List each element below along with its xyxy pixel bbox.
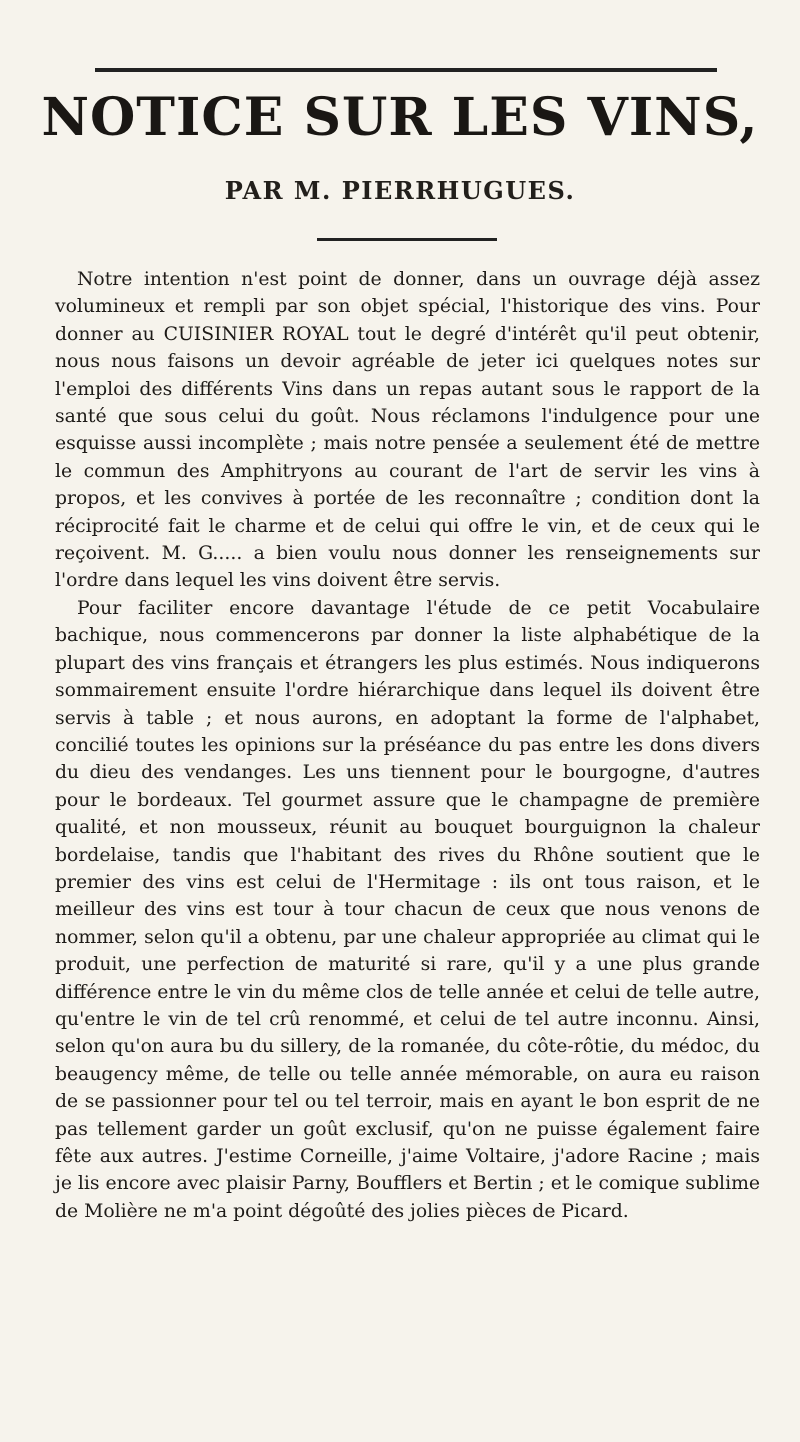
title-divider — [317, 238, 497, 241]
paragraph: Pour faciliter encore davantage l'étude de ce petit Vocabulaire bachique, nous commencerons par donner la liste alphabétique de la plupart des vins français et étrangers les plus estimés. Nous indiquerons sommairement ensuite l'ordre hiérarchique dans lequel ils doivent être servis à table ; et nous aurons, en adoptant la forme de l'alphabet, concilié toutes les opinions sur la préséance du pas entre les dons divers du dieu des vendanges. Les uns tiennent pour le bourgogne, d'autres pour le bordeaux. Tel gourmet assure que le champagne de première qualité, et non mousseux, réunit au bouquet bourguignon la chaleur bordelaise, tandis que l'habitant des rives du Rhône soutient que le premier des vins est celui de l'Hermitage : ils ont tous raison, et le meilleur des vins est tour à tour chacun de ceux que nous venons de nommer, selon qu'il a obtenu, par une chaleur appropriée au climat qui le produit, une perfection de maturité si rare, qu'il y a une plus grande différence entre le vin du même clos de telle année et celui de telle autre, qu'entre le vin de tel crû renommé, et celui de tel autre inconnu. Ainsi, selon qu'on aura bu du sillery, de la romanée, du côte-rôtie, du médoc, du beaugency même, de telle ou telle année mémorable, on aura eu raison de se passionner pour tel ou tel terroir, mais en ayant le bon esprit de ne pas tellement garder un goût exclusif, qu'on ne puisse également faire fête aux autres. J'estime Corneille, j'aime Voltaire, j'adore Racine ; mais je lis encore avec plaisir Parny, Boufflers et Bertin ; et le comique sublime de Molière ne m'a point dégoûté des jolies pièces de Picard. — [55, 597, 760, 1222]
paragraph: Notre intention n'est point de donner, dans un ouvrage déjà assez volumineux et rempli par son objet spécial, l'historique des vins. Pour donner au CUISINIER ROYAL tout le degré d'intérêt qu'il peut obtenir, nous nous faisons un devoir agréable de jeter ici quelques notes sur l'emploi des différents Vins dans un repas autant sous le rapport de la santé que sous celui du goût. Nous réclamons l'indulgence pour une esquisse aussi incomplète ; mais notre pensée a seulement été de mettre le commun des Amphitryons au courant de l'art de servir les vins à propos, et les convives à portée de les reconnaître ; condition dont la réciprocité fait le charme et de celui qui offre le vin, et de ceux qui le reçoivent. M. G..... a bien voulu nous donner les renseignements sur l'ordre dans lequel les vins doivent être servis. — [55, 269, 760, 592]
top-rule — [95, 68, 717, 72]
author-byline: PAR M. PIERRHUGUES. — [224, 176, 576, 205]
body-text — [55, 266, 760, 1225]
page-title: NOTICE SUR LES VINS, — [41, 87, 759, 148]
